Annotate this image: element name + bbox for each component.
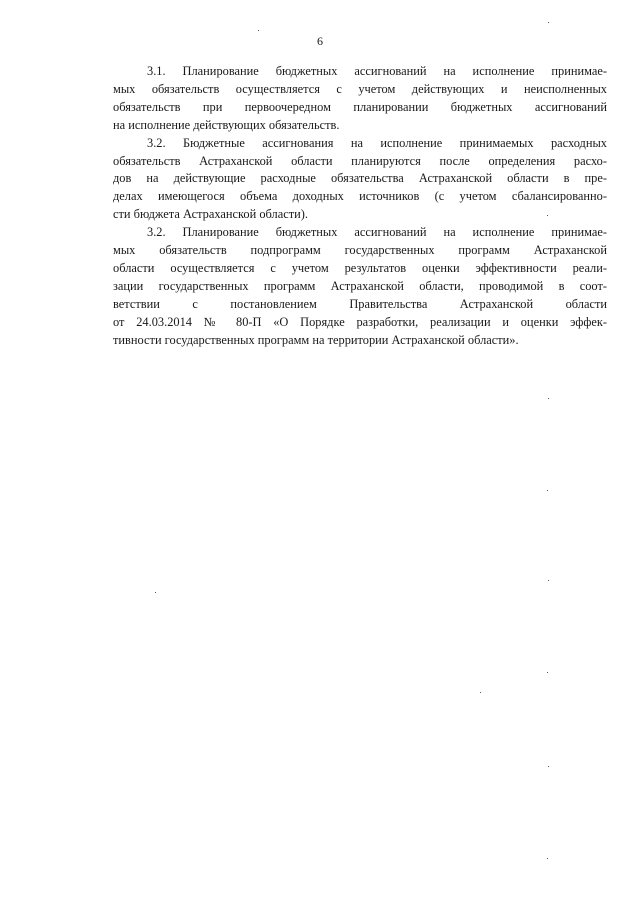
- paragraph-3-1: [113, 63, 607, 135]
- paragraph-line: ветствии с постановлением Правительства Астраханской области: [113, 296, 607, 311]
- scan-speck: [547, 490, 548, 491]
- paragraph-line: 3.2. Бюджетные ассигнования на исполнение принимаемых расходных: [147, 135, 607, 150]
- scan-speck: [547, 672, 548, 673]
- scan-speck: [480, 692, 481, 693]
- paragraph-line: дов на действующие расходные обязательства Астраханской области в пре-: [113, 171, 607, 186]
- paragraph-line: 3.1. Планирование бюджетных ассигнований на исполнение принимае-: [147, 64, 607, 78]
- scan-speck: [548, 22, 549, 23]
- paragraph-line: мых обязательств осуществляется с учетом действующих и неисполненных: [113, 81, 607, 96]
- scan-speck: [547, 858, 548, 859]
- page-number: 6: [317, 34, 323, 48]
- scan-speck: [548, 766, 549, 767]
- paragraph-line: делах имеющегося объема доходных источников (с учетом сбалансированно-: [113, 189, 607, 204]
- paragraph-line: зации государственных программ Астраханской области, проводимой в соот-: [113, 278, 607, 293]
- paragraph-line: обязательств Астраханской области планируются после определения расхо-: [113, 153, 607, 168]
- scan-speck: [547, 215, 548, 216]
- scan-speck: [548, 398, 549, 399]
- paragraph-line: сти бюджета Астраханской области).: [113, 207, 308, 222]
- paragraph-line: обязательств при первоочередном планировании бюджетных ассигнований: [113, 99, 607, 114]
- scan-speck: [258, 30, 259, 31]
- document-body: [113, 63, 607, 350]
- paragraph-3-2: [113, 135, 607, 225]
- paragraph-line: 3.2. Планирование бюджетных ассигнований на исполнение принимае-: [147, 225, 607, 240]
- scan-speck: [548, 580, 549, 581]
- paragraph-line: области осуществляется с учетом результатов оценки эффективности реали-: [113, 260, 607, 275]
- scan-speck: [155, 592, 156, 593]
- paragraph-line: на исполнение действующих обязательств.: [113, 117, 340, 132]
- paragraph-line: от 24.03.2014 № 80-П «О Порядке разработки, реализации и оценки эффек-: [113, 314, 607, 329]
- paragraph-line: мых обязательств подпрограмм государственных программ Астраханской: [113, 243, 607, 258]
- paragraph-line: тивности государственных программ на территории Астраханской области».: [113, 332, 519, 347]
- paragraph-3-2-second: [113, 224, 607, 349]
